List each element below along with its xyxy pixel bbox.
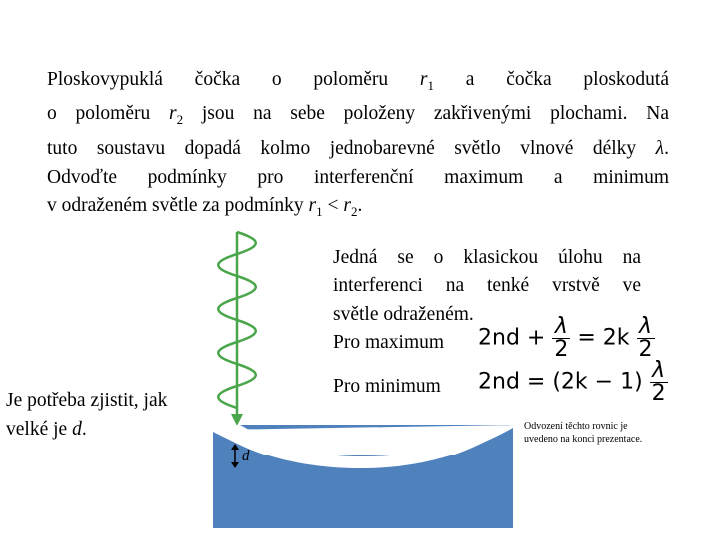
derivation-note: [524, 420, 674, 446]
explanation-line-2: interferenci na tenké vrstvě ve: [333, 275, 641, 297]
thickness-label: d: [242, 448, 250, 464]
need-line-1: Je potřeba zjistit, jak: [6, 390, 168, 411]
formula-max-lhs: 2nd: [478, 325, 520, 351]
note-line-1: Odvození těchto rovnic je: [524, 421, 628, 432]
formula-max-frac1: $\frac{\lambda}{2}$: [554, 314, 569, 362]
need-line-2: velké je d.: [6, 418, 87, 440]
formula-max-frac2: $\frac{\lambda}{2}$: [638, 314, 653, 362]
maximum-label: Pro maximum: [333, 332, 445, 354]
problem-line-4: Odvoďte podmínky pro interferenční maximum a minimum: [47, 166, 669, 188]
formula-max-plus: +: [526, 325, 546, 351]
minimum-label: Pro minimum: [333, 376, 441, 397]
explanation-line-3: světle odraženém.: [333, 303, 474, 325]
explanation-line-1: Jedná se o klasickou úlohu na: [333, 247, 641, 268]
problem-line-3: tuto soustavu dopadá kolmo jednobarevné světlo vlnové délky λ.: [47, 137, 669, 159]
problem-line-1: Ploskovypuklá čočka o poloměru $r_1$ a čočka ploskodutá: [47, 69, 669, 93]
formula-min-equals: =: [526, 369, 546, 395]
problem-line-5: v odraženém světle za podmínky $r_1 < r_2$.: [47, 195, 363, 220]
formula-min-lhs: 2nd: [478, 369, 520, 395]
formula-min-rhs: (2k − 1): [552, 369, 643, 395]
formula-maximum: [478, 316, 655, 361]
ray-arrowhead: [231, 414, 243, 426]
need-statement: [6, 387, 211, 444]
problem-line-2: o poloměru $r_2$ jsou na sebe položeny zakřivenými plochami. Na: [47, 103, 669, 128]
formula-min-frac: $\frac{\lambda}{2}$: [651, 358, 666, 406]
formula-max-equals: =: [577, 325, 596, 351]
note-line-2: uvedeno na konci prezentace.: [524, 434, 643, 445]
formula-max-rhs: 2k: [602, 325, 630, 351]
formula-minimum: [478, 360, 668, 405]
